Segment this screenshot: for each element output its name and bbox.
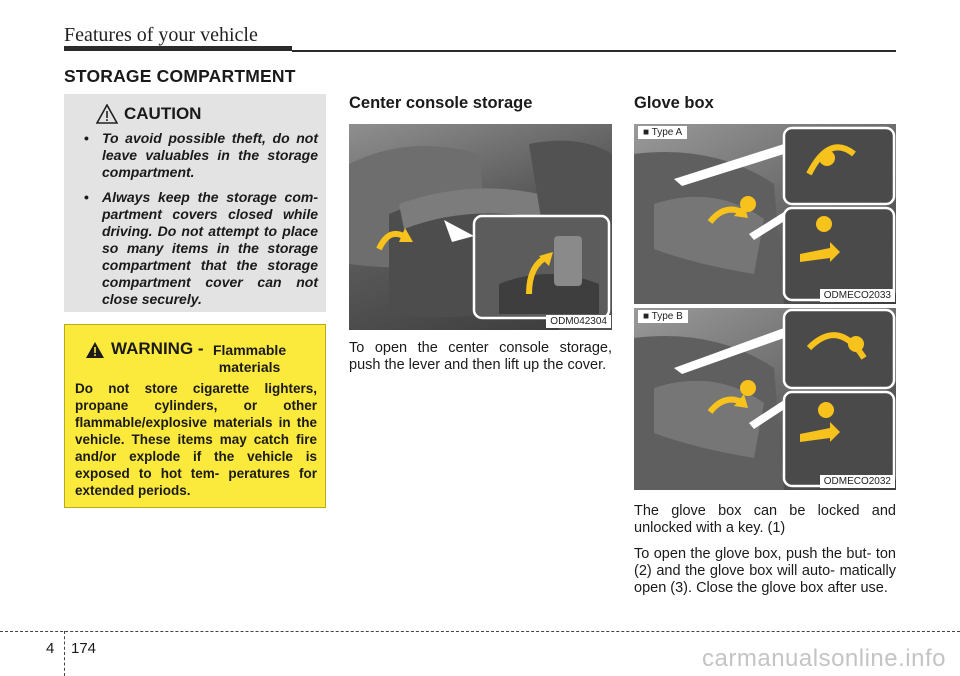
type-b-label: ■ Type B bbox=[638, 310, 688, 323]
caution-triangle-icon bbox=[96, 104, 118, 124]
warning-triangle-icon bbox=[85, 341, 105, 359]
caution-header bbox=[96, 104, 318, 124]
center-console-image bbox=[349, 124, 612, 330]
caution-item-text: Always keep the storage com- partment covers closed while driving. Do not attempt to place so many items in the storage compartment that the storage compartment cover can not close securely. bbox=[102, 189, 318, 307]
caution-item bbox=[76, 189, 318, 308]
caution-item bbox=[76, 130, 318, 181]
watermark: carmanualsonline.info bbox=[702, 645, 946, 672]
glove-box-type-b-illustration bbox=[634, 308, 896, 490]
footer-rule bbox=[0, 631, 960, 632]
glove-box-type-b-image bbox=[634, 308, 896, 490]
glove-box-title: Glove box bbox=[634, 94, 714, 112]
caution-box bbox=[64, 94, 326, 312]
type-a-label: ■ Type A bbox=[638, 126, 687, 139]
warning-body: Do not store cigarette lighters, propane cylinders, or other flammable/explosive materials in the vehicle. These items may catch fire and/or explode if the vehicle is exposed to hot tem- peratures for extended periods. bbox=[75, 381, 317, 498]
header-rule-thin bbox=[292, 50, 896, 52]
glove-box-paragraph: To open the glove box, push the but- ton (2) and the glove box will auto- matically open (3). Close the glove box after use. bbox=[634, 546, 896, 596]
warning-subtitle: Flammable materials bbox=[212, 342, 287, 375]
figure-code: ODM042304 bbox=[546, 315, 611, 328]
caution-item-text: To avoid possible theft, do not leave valuables in the storage compartment. bbox=[102, 130, 318, 180]
bullet-icon: • bbox=[84, 130, 89, 146]
center-console-text: To open the center console storage, push the lever and then lift up the cover. bbox=[349, 340, 612, 373]
bullet-icon: • bbox=[84, 189, 89, 205]
chapter-number: 4 bbox=[46, 640, 55, 657]
footer-divider bbox=[64, 631, 65, 676]
warning-box bbox=[64, 324, 326, 508]
warning-header bbox=[85, 339, 317, 376]
center-console-illustration bbox=[349, 124, 612, 330]
glove-box-paragraph: The glove box can be locked and unlocked with a key. (1) bbox=[634, 503, 896, 536]
center-console-title: Center console storage bbox=[349, 94, 533, 112]
header-rule-thick bbox=[64, 46, 292, 51]
figure-code: ODMECO2033 bbox=[820, 289, 895, 302]
figure-code: ODMECO2032 bbox=[820, 475, 895, 488]
header-title: Features of your vehicle bbox=[64, 24, 258, 46]
page-number: 174 bbox=[71, 640, 97, 657]
glove-box-type-a-image bbox=[634, 124, 896, 304]
warning-title: WARNING - bbox=[111, 339, 204, 358]
caution-list bbox=[76, 130, 318, 308]
glove-box-text bbox=[634, 503, 896, 606]
glove-box-type-a-illustration bbox=[634, 124, 896, 304]
section-title: STORAGE COMPARTMENT bbox=[64, 66, 296, 86]
caution-title: CAUTION bbox=[124, 104, 202, 123]
